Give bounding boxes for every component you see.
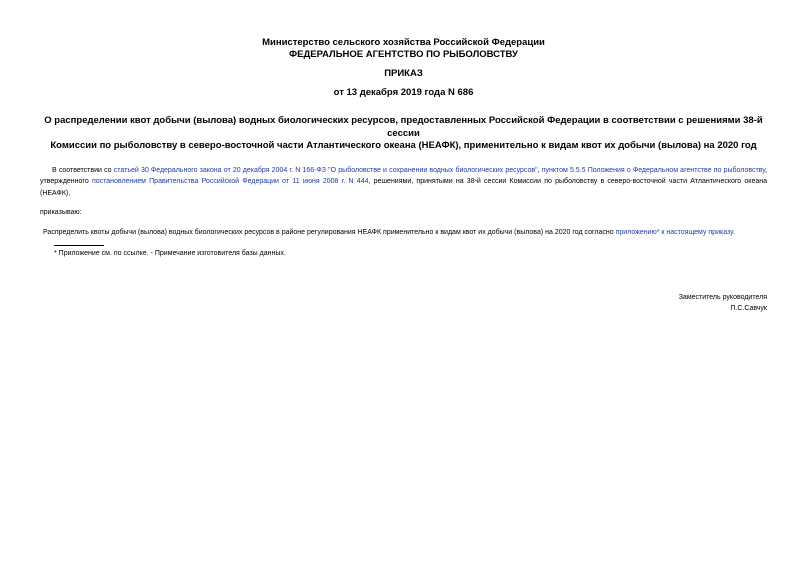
federal-law-link[interactable]: статьей 30 Федерального закона от 20 декабря 2004 г. N 166-ФЗ "О рыболовстве и сохранении водных биологических ресурсов"	[113, 167, 538, 174]
preamble-paragraph	[40, 165, 767, 199]
signatory-name: П.С.Савчук	[730, 305, 767, 312]
preamble-text-3: , утвержденного	[40, 167, 768, 186]
document-title	[40, 115, 767, 153]
document-date-number: от 13 декабря 2019 года N 686	[333, 87, 474, 98]
footnote-text: * Приложение см. по ссылке. - Примечание изготовителя базы данных.	[54, 250, 286, 257]
document-title-line-2: Комиссии по рыболовству в северо-восточной части Атлантического океана (НЕАФК), применительно к видам квот их добычи (вылова) на 2020 год	[50, 140, 757, 151]
document-title-line-1: О распределении квот добычи (вылова) водных биологических ресурсов, предоставленных Российской Федерации в соответствии с решениями 38-й сессии	[44, 115, 763, 139]
order-text-1: Распределить квоты добычи (вылова) водных биологических ресурсов в районе регулирования НЕАФК применительно к видам квот их добычи (вылова) на 2020 год согласно	[43, 229, 616, 236]
order-paragraph	[40, 227, 767, 238]
footnote-divider	[54, 245, 104, 246]
preamble-text-2: ,	[537, 167, 542, 174]
regulation-clause-link[interactable]: пунктом 5.5.5 Положения о Федеральном агентстве по рыболовству	[541, 167, 766, 174]
order-text-2: .	[732, 229, 735, 236]
agency-name: ФЕДЕРАЛЬНОЕ АГЕНТСТВО ПО РЫБОЛОВСТВУ	[289, 49, 518, 60]
preamble-text-4: , решениями, принятыми на 38-й сессии Комиссии по рыболовству в северо-восточной части Атлантического океана (НЕАФК),	[40, 178, 767, 197]
government-decree-link[interactable]: постановлением Правительства Российской Федерации от 11 июня 2008 г. N 444	[91, 178, 369, 186]
order-word: приказываю:	[40, 209, 82, 216]
signatory-position: Заместитель руководителя	[678, 294, 767, 301]
ministry-name: Министерство сельского хозяйства Российской Федерации	[262, 37, 545, 48]
preamble-text-1: В соответствии со	[52, 167, 114, 174]
appendix-link[interactable]: приложению* к настоящему приказу	[615, 229, 733, 236]
document-type: ПРИКАЗ	[384, 68, 423, 79]
